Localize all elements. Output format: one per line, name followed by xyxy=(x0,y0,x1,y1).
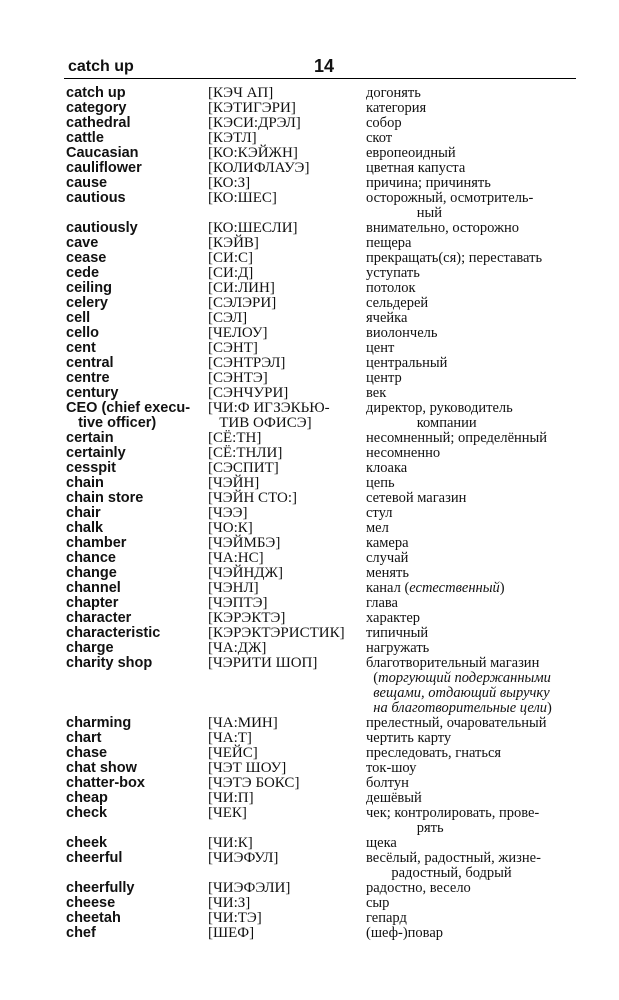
transcription: [ЧИЭФЭЛИ] xyxy=(208,880,291,896)
translation: случай xyxy=(366,550,409,566)
dictionary-entry xyxy=(66,911,578,926)
headword: cease xyxy=(66,250,107,266)
dictionary-entry xyxy=(66,236,578,251)
headword: charming xyxy=(66,715,132,731)
dictionary-entry xyxy=(66,311,578,326)
headword: Caucasian xyxy=(66,145,139,161)
dictionary-entry xyxy=(66,386,578,401)
dictionary-entry xyxy=(66,626,578,641)
headword: cauliflower xyxy=(66,160,142,176)
translation: ток-шоу xyxy=(366,760,417,776)
headword: cheap xyxy=(66,790,108,806)
headword: check xyxy=(66,805,108,821)
headword: celery xyxy=(66,295,108,311)
headword: cautious xyxy=(66,190,126,206)
headword: cheerful xyxy=(66,850,123,866)
transcription: [СЭНТ] xyxy=(208,340,258,356)
headword: category xyxy=(66,100,127,116)
translation: несомненный; определённый xyxy=(366,430,548,446)
dictionary-entry xyxy=(66,356,578,371)
transcription: [КО:КЭЙЖН] xyxy=(208,145,298,161)
headword: century xyxy=(66,385,119,401)
dictionary-entry xyxy=(66,731,578,746)
translation: щека xyxy=(366,835,397,851)
headword: channel xyxy=(66,580,121,596)
dictionary-entry xyxy=(66,401,578,431)
translation: век xyxy=(366,385,387,401)
dictionary-entry xyxy=(66,596,578,611)
dictionary-entry xyxy=(66,836,578,851)
headword: CEO (chief execu- tive officer) xyxy=(66,400,191,431)
dictionary-entry xyxy=(66,611,578,626)
headword: characteristic xyxy=(66,625,161,641)
headword: catch up xyxy=(66,85,126,101)
usage-note: естественный xyxy=(409,580,500,596)
dictionary-entry xyxy=(66,146,578,161)
dictionary-entry xyxy=(66,296,578,311)
transcription: [ЧИ:З] xyxy=(208,895,251,911)
translation: ячейка xyxy=(366,310,408,326)
headword: cheek xyxy=(66,835,108,851)
translation: цепь xyxy=(366,475,395,491)
transcription: [КЭЙВ] xyxy=(208,235,259,251)
transcription: [ЧА:НС] xyxy=(208,550,264,566)
dictionary-entry xyxy=(66,251,578,266)
translation: (шеф-)повар xyxy=(366,925,444,941)
dictionary-entry xyxy=(66,176,578,191)
headword: chase xyxy=(66,745,108,761)
translation xyxy=(366,581,578,596)
translation: пещера xyxy=(366,235,412,251)
transcription: [СЭЛЭРИ] xyxy=(208,295,277,311)
transcription: [СЭСПИТ] xyxy=(208,460,279,476)
headword: chamber xyxy=(66,535,127,551)
dictionary-entry xyxy=(66,371,578,386)
headword: cent xyxy=(66,340,96,356)
headword: chatter-box xyxy=(66,775,145,791)
dictionary-entry xyxy=(66,521,578,536)
page-number: 14 xyxy=(314,56,335,76)
headword: cello xyxy=(66,325,100,341)
headword: charge xyxy=(66,640,114,656)
dictionary-entry xyxy=(66,791,578,806)
headword: character xyxy=(66,610,132,626)
headword: chapter xyxy=(66,595,119,611)
transcription: [КЭСИ:ДРЭЛ] xyxy=(208,115,301,131)
headword: change xyxy=(66,565,117,581)
transcription: [ЧЭРИТИ ШОП] xyxy=(208,655,318,671)
transcription: [СИ:С] xyxy=(208,250,253,266)
headword: centre xyxy=(66,370,110,386)
translation: сыр xyxy=(366,895,390,911)
transcription: [КО:З] xyxy=(208,175,251,191)
guide-word: catch up xyxy=(68,58,134,75)
translation: центр xyxy=(366,370,402,386)
dictionary-entry xyxy=(66,641,578,656)
usage-note: торгующий подержанными вещами, отдающий выручку на благотворительные цели xyxy=(373,670,551,716)
headword: certain xyxy=(66,430,114,446)
headword: chair xyxy=(66,505,101,521)
dictionary-entry xyxy=(66,221,578,236)
transcription: [ЧЭЙН] xyxy=(208,475,260,491)
translation: менять xyxy=(366,565,409,581)
headword: chain xyxy=(66,475,104,491)
transcription: [СЁ:ТН] xyxy=(208,430,262,446)
translation: сельдерей xyxy=(366,295,429,311)
translation: мел xyxy=(366,520,389,536)
dictionary-entry xyxy=(66,116,578,131)
translation-tail: ) xyxy=(499,580,505,596)
transcription: [ЧИ:П] xyxy=(208,790,254,806)
transcription: [ШЕФ] xyxy=(208,925,255,941)
headword: cause xyxy=(66,175,108,191)
transcription: [ЧЭЙНДЖ] xyxy=(208,565,283,581)
dictionary-entry xyxy=(66,551,578,566)
transcription: [ЧЭЭ] xyxy=(208,505,248,521)
dictionary-entry xyxy=(66,161,578,176)
headword: chart xyxy=(66,730,102,746)
headword: cave xyxy=(66,235,99,251)
headword: cheerfully xyxy=(66,880,135,896)
transcription: [ЧЭПТЭ] xyxy=(208,595,268,611)
transcription: [ЧЭТЭ БОКС] xyxy=(208,775,300,791)
dictionary-entry xyxy=(66,431,578,446)
transcription: [ЧИЭФУЛ] xyxy=(208,850,279,866)
dictionary-entry xyxy=(66,566,578,581)
headword: cheese xyxy=(66,895,116,911)
translation: европеоидный xyxy=(366,145,456,161)
headword: cattle xyxy=(66,130,104,146)
translation: прелестный, очаровательный xyxy=(366,715,547,731)
transcription: [СЭНТЭ] xyxy=(208,370,268,386)
translation xyxy=(366,656,578,716)
dictionary-entry xyxy=(66,341,578,356)
translation: характер xyxy=(366,610,421,626)
translation: директор, руководитель компании xyxy=(366,400,513,431)
translation: типичный xyxy=(366,625,429,641)
translation-text: канал ( xyxy=(366,580,410,596)
dictionary-entry xyxy=(66,281,578,296)
dictionary-entry xyxy=(66,806,578,836)
dictionary-entry xyxy=(66,746,578,761)
headword: cheetah xyxy=(66,910,121,926)
translation: чек; контролировать, прове- рять xyxy=(366,805,540,836)
translation: гепард xyxy=(366,910,407,926)
transcription: [ЧА:МИН] xyxy=(208,715,278,731)
dictionary-entry xyxy=(66,776,578,791)
transcription: [СЭНЧУРИ] xyxy=(208,385,289,401)
transcription: [ЧО:К] xyxy=(208,520,253,536)
translation: догонять xyxy=(366,85,421,101)
transcription: [ЧЭТ ШОУ] xyxy=(208,760,287,776)
translation: цветная капуста xyxy=(366,160,466,176)
translation: сетевой магазин xyxy=(366,490,467,506)
translation: уступать xyxy=(366,265,420,281)
headword: cede xyxy=(66,265,100,281)
dictionary-entry xyxy=(66,191,578,221)
dictionary-entry xyxy=(66,761,578,776)
dictionary-entry xyxy=(66,131,578,146)
headword: cesspit xyxy=(66,460,116,476)
translation: внимательно, осторожно xyxy=(366,220,519,236)
transcription: [СИ:ЛИН] xyxy=(208,280,275,296)
translation: преследовать, гнаться xyxy=(366,745,502,761)
translation: несомненно xyxy=(366,445,441,461)
translation: глава xyxy=(366,595,398,611)
dictionary-entry xyxy=(66,266,578,281)
headword: ceiling xyxy=(66,280,112,296)
dictionary-entry xyxy=(66,881,578,896)
translation: радостно, весело xyxy=(366,880,471,896)
translation: весёлый, радостный, жизне- радостный, бодрый xyxy=(366,850,541,881)
translation-tail: ) xyxy=(547,700,552,716)
dictionary-entry xyxy=(66,536,578,551)
headword: certainly xyxy=(66,445,126,461)
dictionary-entry xyxy=(66,446,578,461)
dictionary-entry xyxy=(66,716,578,731)
transcription: [КЭЧ АП] xyxy=(208,85,274,101)
transcription: [ЧЭЙМБЭ] xyxy=(208,535,281,551)
dictionary-entry xyxy=(66,461,578,476)
transcription: [СЭЛ] xyxy=(208,310,248,326)
transcription: [КЭТЛ] xyxy=(208,130,257,146)
transcription: [ЧЭЙН СТО:] xyxy=(208,490,298,506)
dictionary-entry xyxy=(66,656,578,716)
transcription: [СИ:Д] xyxy=(208,265,254,281)
transcription: [ЧА:ДЖ] xyxy=(208,640,267,656)
dictionary-entry xyxy=(66,101,578,116)
headword: chalk xyxy=(66,520,104,536)
transcription: [КЭТИГЭРИ] xyxy=(208,100,296,116)
dictionary-entry xyxy=(66,851,578,881)
dictionary-entry xyxy=(66,476,578,491)
transcription: [СЭНТРЭЛ] xyxy=(208,355,286,371)
translation: осторожный, осмотритель- ный xyxy=(366,190,534,221)
headword: central xyxy=(66,355,114,371)
translation: категория xyxy=(366,100,427,116)
translation: чертить карту xyxy=(366,730,452,746)
translation: причина; причинять xyxy=(366,175,491,191)
transcription: [ЧИ:Ф ИГЗЭКЬЮ- ТИВ ОФИСЭ] xyxy=(208,400,330,431)
translation: собор xyxy=(366,115,402,131)
translation: потолок xyxy=(366,280,416,296)
transcription: [ЧЕК] xyxy=(208,805,247,821)
headword: cautiously xyxy=(66,220,138,236)
translation: цент xyxy=(366,340,395,356)
translation: дешёвый xyxy=(366,790,422,806)
transcription: [КЭРЭКТЭ] xyxy=(208,610,286,626)
headword: charity shop xyxy=(66,655,153,671)
dictionary-entry xyxy=(66,896,578,911)
headword: chance xyxy=(66,550,116,566)
translation: центральный xyxy=(366,355,448,371)
transcription: [СЁ:ТНЛИ] xyxy=(208,445,283,461)
dictionary-entry xyxy=(66,506,578,521)
dictionary-entry xyxy=(66,86,578,101)
translation: стул xyxy=(366,505,393,521)
headword: chef xyxy=(66,925,96,941)
transcription: [ЧА:Т] xyxy=(208,730,252,746)
translation: болтун xyxy=(366,775,409,791)
transcription: [КЭРЭКТЭРИСТИК] xyxy=(208,625,345,641)
translation: виолончель xyxy=(366,325,438,341)
headword: chat show xyxy=(66,760,137,776)
transcription: [ЧЕЙС] xyxy=(208,745,258,761)
translation-text: благотворительный магазин ( xyxy=(366,655,540,686)
headword: cathedral xyxy=(66,115,131,131)
entry-list xyxy=(66,86,578,941)
transcription: [КО:ШЕСЛИ] xyxy=(208,220,298,236)
headword: chain store xyxy=(66,490,144,506)
headword: cell xyxy=(66,310,91,326)
translation: камера xyxy=(366,535,409,551)
transcription: [ЧИ:ТЭ] xyxy=(208,910,262,926)
transcription: [КО:ШЕС] xyxy=(208,190,277,206)
translation: прекращать(ся); переставать xyxy=(366,250,543,266)
translation: клоака xyxy=(366,460,408,476)
transcription: [КОЛИФЛАУЭ] xyxy=(208,160,310,176)
dictionary-entry xyxy=(66,581,578,596)
page-header xyxy=(64,56,576,79)
dictionary-entry xyxy=(66,926,578,941)
dictionary-entry xyxy=(66,326,578,341)
transcription: [ЧИ:К] xyxy=(208,835,253,851)
translation: нагружать xyxy=(366,640,430,656)
translation: скот xyxy=(366,130,393,146)
transcription: [ЧЭНЛ] xyxy=(208,580,259,596)
transcription: [ЧЕЛОУ] xyxy=(208,325,268,341)
dictionary-entry xyxy=(66,491,578,506)
